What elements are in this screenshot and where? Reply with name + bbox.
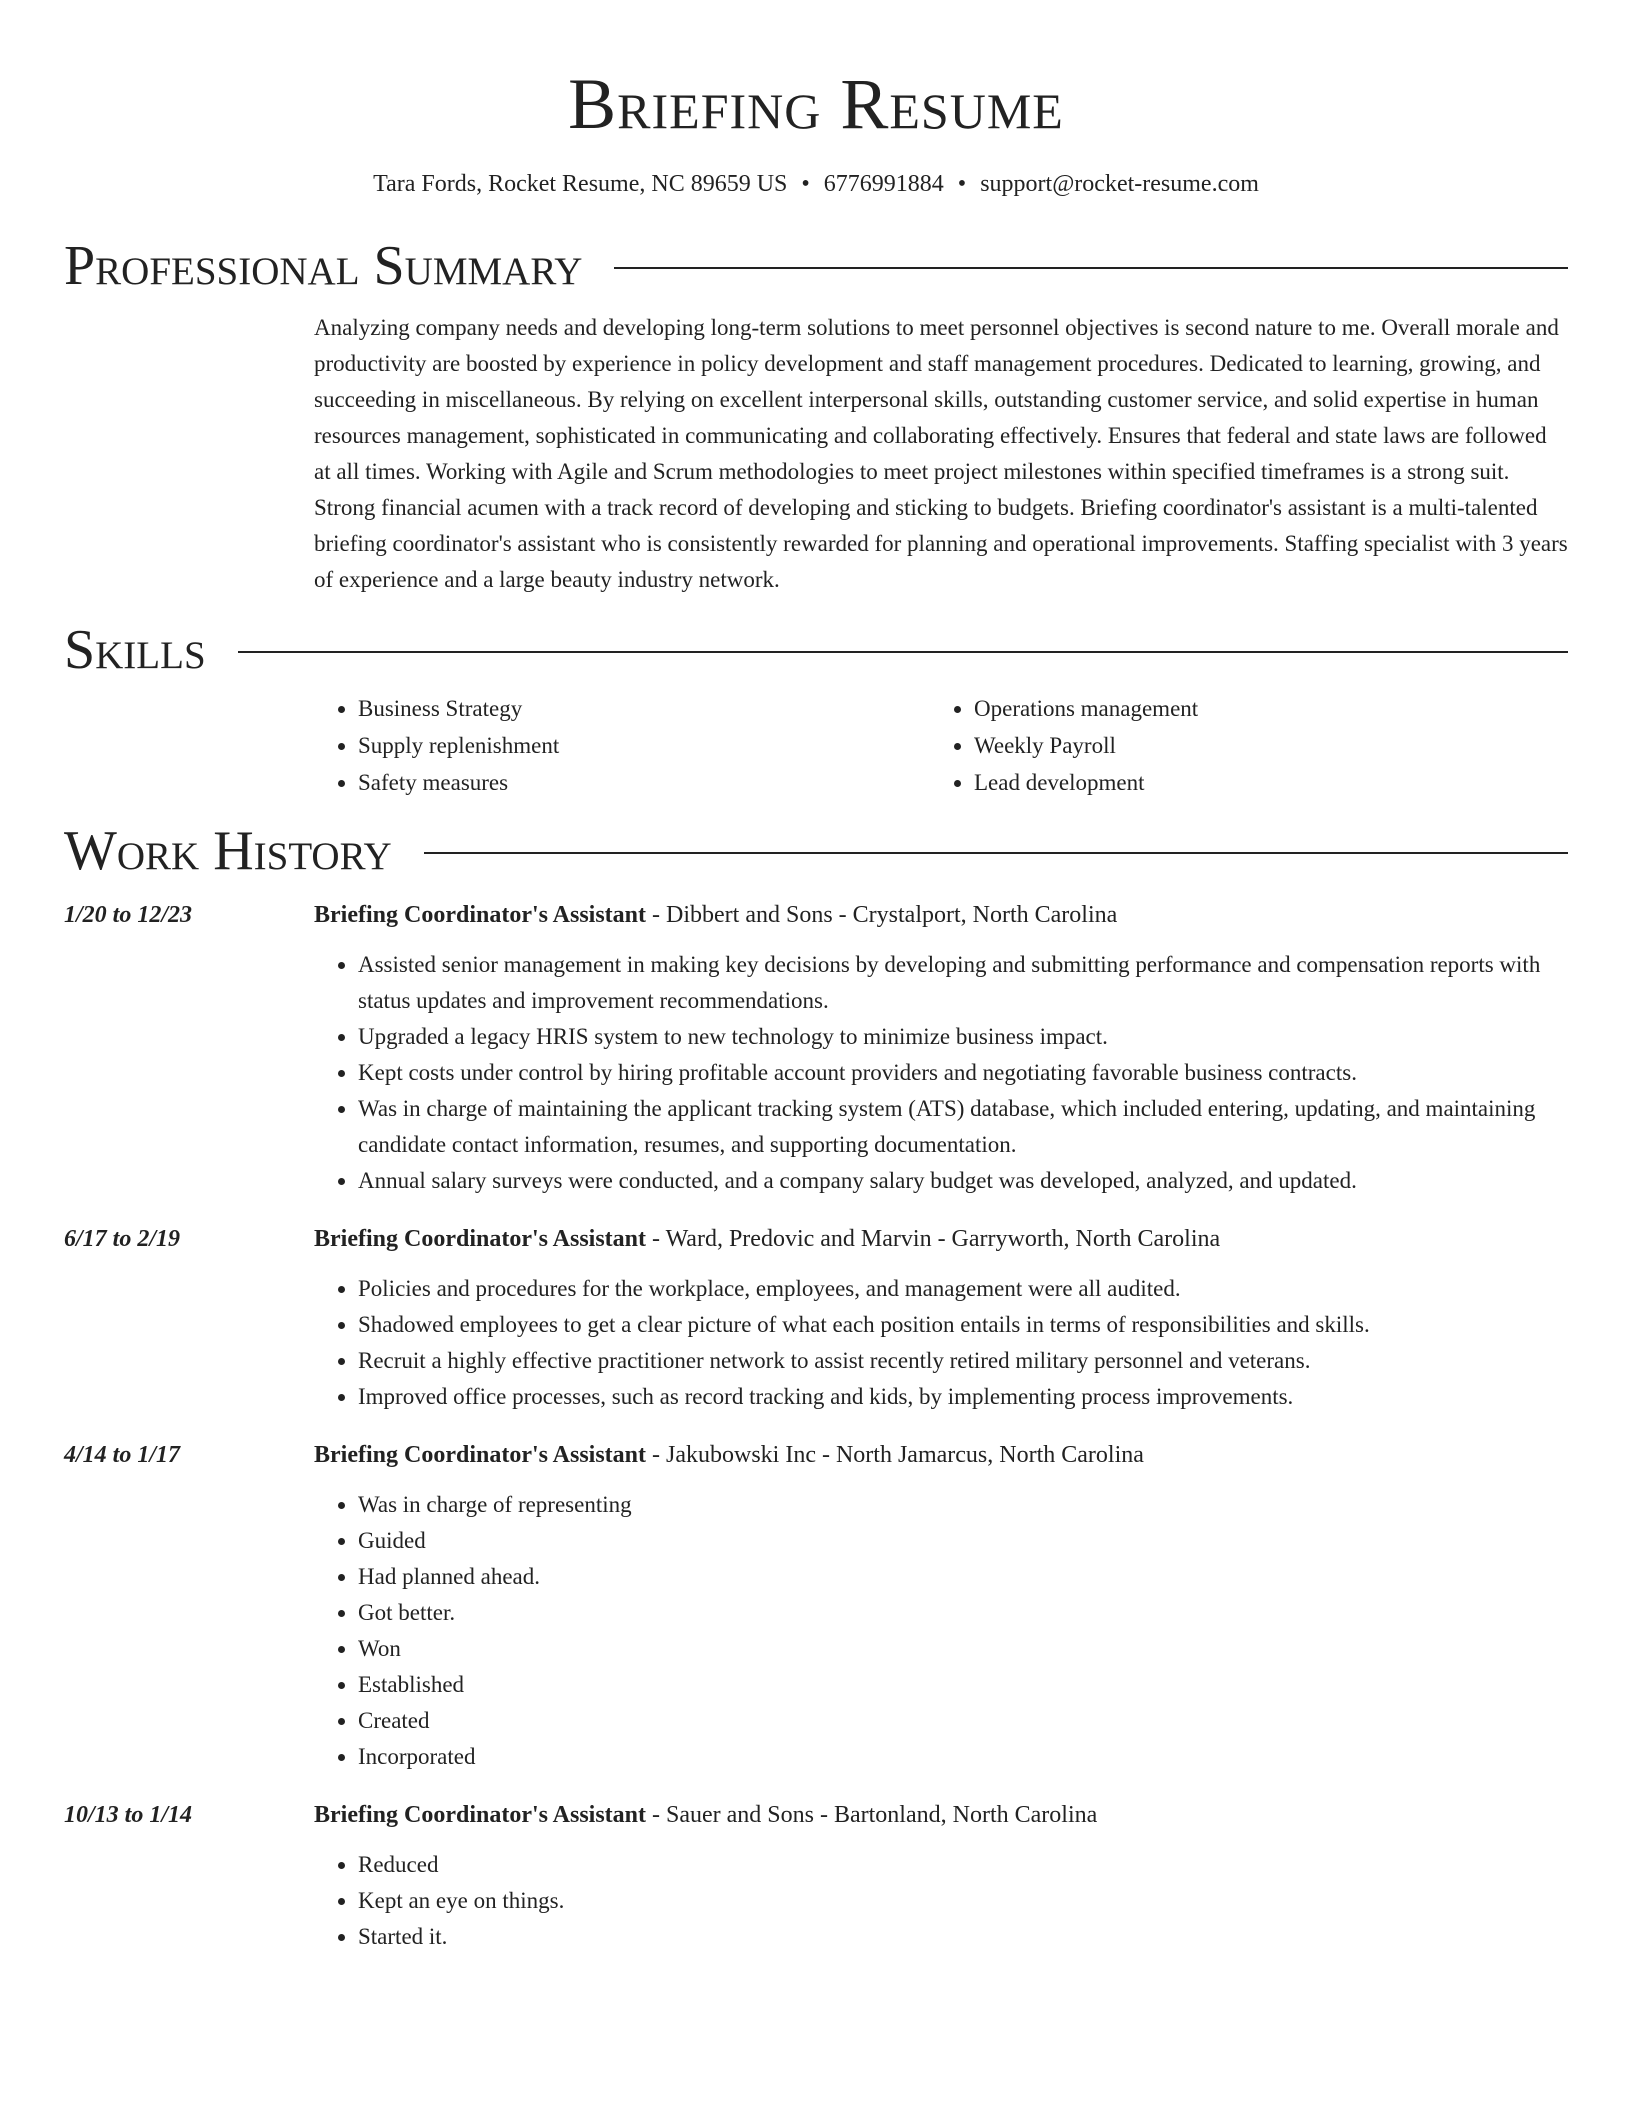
job-role: Briefing Coordinator's Assistant <box>314 1802 647 1828</box>
job-role: Briefing Coordinator's Assistant <box>314 1442 647 1468</box>
job-employer: - Dibbert and Sons - Crystalport, North Carolina <box>646 902 1118 928</box>
skills-grid <box>314 690 1568 801</box>
job-bullet: • Annual salary surveys were conducted, and a company salary budget was developed, analyzed, and updated. <box>358 1163 1568 1199</box>
skill-item: • Safety measures <box>358 764 930 801</box>
job-body <box>314 1221 1568 1415</box>
job-bullets <box>314 947 1568 1199</box>
contact-separator: • <box>957 171 967 197</box>
job-bullet: • Was in charge of representing <box>358 1487 1568 1523</box>
job-bullet: • Policies and procedures for the workplace, employees, and management were all audited. <box>358 1271 1568 1307</box>
job-bullet: • Improved office processes, such as record tracking and kids, by implementing process improvements. <box>358 1379 1568 1415</box>
job-bullet: • Had planned ahead. <box>358 1559 1568 1595</box>
job-header <box>314 1221 1568 1257</box>
job-body <box>314 897 1568 1199</box>
summary-text: Analyzing company needs and developing long-term solutions to meet personnel objectives is second nature to me. Overall morale and productivity are boosted by experience in policy development and staff management procedures. Dedicated to learning, growing, and succeeding in miscellaneous. By relying on excellent interpersonal skills, outstanding customer service, and solid expertise in human resources management, sophisticated in communicating and collaborating effectively. Ensures that federal and state laws are followed at all times. Working with Agile and Scrum methodologies to meet project milestones within specified timeframes is a strong suit. Strong financial acumen with a track record of developing and sticking to budgets. Briefing coordinator's assistant is a multi-talented briefing coordinator's assistant who is consistently rewarded for planning and operational improvements. Staffing specialist with 3 years of experience and a large beauty industry network. <box>314 315 1568 592</box>
job-bullet: • Kept an eye on things. <box>358 1883 1568 1919</box>
job-bullet: • Shadowed employees to get a clear picture of what each position entails in terms of responsibilities and skills. <box>358 1307 1568 1343</box>
skill-item: • Lead development <box>974 764 1546 801</box>
job-employer: - Sauer and Sons - Bartonland, North Carolina <box>646 1802 1098 1828</box>
skill-item: • Weekly Payroll <box>974 727 1546 764</box>
job-entry <box>64 1221 1568 1415</box>
job-bullet: • Assisted senior management in making key decisions by developing and submitting performance and compensation reports with status updates and improvement recommendations. <box>358 947 1568 1019</box>
summary-section-header <box>64 234 1568 298</box>
job-bullet: • Created <box>358 1703 1568 1739</box>
job-bullet: • Upgraded a legacy HRIS system to new technology to minimize business impact. <box>358 1019 1568 1055</box>
contact-line <box>64 168 1568 200</box>
job-dates: 6/17 to 2/19 <box>64 1226 181 1252</box>
skills-section-header <box>64 618 1568 682</box>
skill-item: • Business Strategy <box>358 690 930 727</box>
job-body <box>314 1437 1568 1775</box>
job-bullet: • Started it. <box>358 1919 1568 1955</box>
summary-heading: Professional Summary <box>64 235 583 297</box>
skill-item: • Operations management <box>974 690 1546 727</box>
contact-address: Tara Fords, Rocket Resume, NC 89659 US <box>373 171 788 197</box>
skills-content <box>314 690 1568 801</box>
skills-list-right <box>930 690 1546 801</box>
job-bullet: • Kept costs under control by hiring profitable account providers and negotiating favorable business contracts. <box>358 1055 1568 1091</box>
skill-item: • Supply replenishment <box>358 727 930 764</box>
section-divider <box>238 651 1568 653</box>
job-bullet: • Incorporated <box>358 1739 1568 1775</box>
work-heading: Work History <box>64 820 392 882</box>
document-title: Briefing Resume <box>568 64 1064 144</box>
job-bullets <box>314 1271 1568 1415</box>
work-section-header <box>64 819 1568 883</box>
job-role: Briefing Coordinator's Assistant <box>314 902 647 928</box>
job-bullet: • Guided <box>358 1523 1568 1559</box>
skills-list-left <box>314 690 930 801</box>
contact-separator: • <box>801 171 810 197</box>
job-entry <box>64 1437 1568 1775</box>
contact-phone: 6776991884 <box>823 171 944 197</box>
job-bullets <box>314 1487 1568 1775</box>
job-dates: 10/13 to 1/14 <box>64 1802 193 1828</box>
job-dates: 1/20 to 12/23 <box>64 902 193 928</box>
job-employer: - Jakubowski Inc - North Jamarcus, North Carolina <box>646 1442 1144 1468</box>
section-divider <box>614 267 1568 269</box>
job-employer: - Ward, Predovic and Marvin - Garryworth, North Carolina <box>646 1226 1221 1252</box>
job-bullet: • Recruit a highly effective practitioner network to assist recently retired military personnel and veterans. <box>358 1343 1568 1379</box>
job-role: Briefing Coordinator's Assistant <box>314 1226 647 1252</box>
job-entry <box>64 897 1568 1199</box>
skills-heading: Skills <box>64 619 206 681</box>
job-bullets <box>314 1847 1568 1955</box>
section-divider <box>424 852 1568 854</box>
job-bullet: • Won <box>358 1631 1568 1667</box>
job-header <box>314 897 1568 933</box>
job-bullet: • Reduced <box>358 1847 1568 1883</box>
job-header <box>314 1797 1568 1833</box>
job-bullet: • Established <box>358 1667 1568 1703</box>
job-body <box>314 1797 1568 1955</box>
summary-content <box>314 310 1568 598</box>
job-dates: 4/14 to 1/17 <box>64 1442 181 1468</box>
job-bullet: • Got better. <box>358 1595 1568 1631</box>
job-bullet: • Was in charge of maintaining the applicant tracking system (ATS) database, which included entering, updating, and maintaining candidate contact information, resumes, and supporting documentation. <box>358 1091 1568 1163</box>
job-header <box>314 1437 1568 1473</box>
job-entry <box>64 1797 1568 1955</box>
contact-email: support@rocket-resume.com <box>980 171 1259 197</box>
